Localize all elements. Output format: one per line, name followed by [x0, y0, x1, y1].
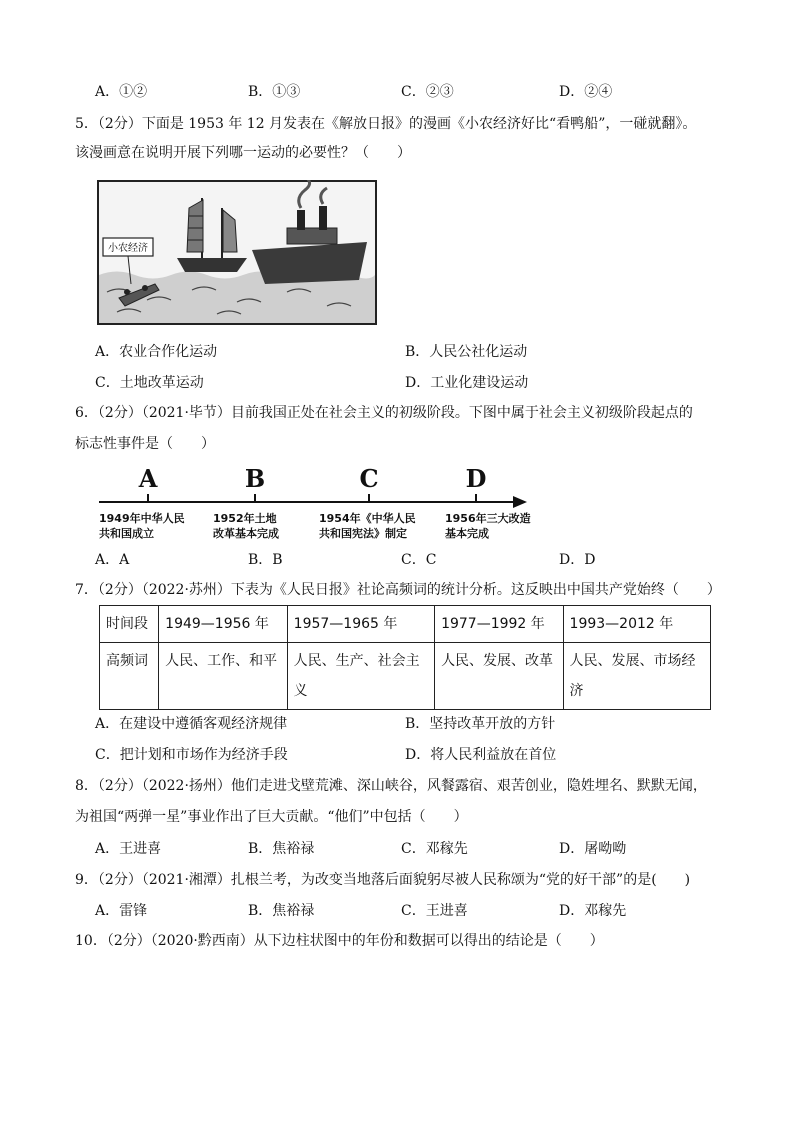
table-header-row — [100, 606, 711, 643]
q5-option-a[interactable]: A．农业合作化运动 — [95, 344, 218, 360]
q9-option-a[interactable]: A．雷锋 — [95, 903, 148, 919]
q5-option-b[interactable]: B．人民公社化运动 — [405, 344, 528, 360]
q8-option-a[interactable]: A．王进喜 — [95, 841, 162, 857]
timeline-letter-c: C — [359, 464, 379, 493]
cartoon-label: 小农经济 — [108, 243, 148, 254]
q7-option-a[interactable]: A．在建设中遵循客观经济规律 — [95, 716, 288, 732]
q8-option-b[interactable]: B．焦裕禄 — [248, 841, 315, 857]
timeline-letter-d: D — [465, 464, 487, 493]
q4-option-a[interactable]: A．①② — [95, 84, 148, 100]
table-cell: 1949—1956 年 — [159, 606, 287, 643]
q5-option-d[interactable]: D．工业化建设运动 — [405, 375, 529, 391]
q6-option-a[interactable]: A．A — [95, 552, 130, 568]
timeline-event-a-line2: 共和国成立 — [99, 527, 154, 540]
q9-stem-line1: 9．（2分）（2021·湘潭）扎根兰考，为改变当地落后面貌躬尽被人民称颂为“党的好干部”的是( ) — [75, 872, 691, 888]
q6-timeline-diagram — [95, 462, 535, 546]
q6-stem-line1: 6．（2分）（2021·毕节）目前我国正处在社会主义的初级阶段。下图中属于社会主义初级阶段起点的 — [75, 405, 693, 421]
q7-frequency-table — [99, 605, 711, 710]
q5-options-row2 — [95, 373, 735, 393]
table-cell: 高频词 — [100, 643, 159, 710]
q8-options — [95, 839, 735, 859]
q7-stem-line1: 7．（2分）（2022·苏州）下表为《人民日报》社论高频词的统计分析。这反映出中国共产党始终（ ） — [75, 582, 721, 598]
q7-option-b[interactable]: B．坚持改革开放的方针 — [405, 716, 556, 732]
timeline-event-d-line2: 基本完成 — [445, 527, 489, 540]
timeline-event-a-line1: 1949年中华人民 — [99, 512, 185, 525]
table-cell: 1993—2012 年 — [563, 606, 710, 643]
timeline-event-b-line1: 1952年土地 — [213, 512, 277, 525]
q8-option-c[interactable]: C．邓稼先 — [401, 841, 468, 857]
timeline-event-b-line2: 改革基本完成 — [213, 527, 279, 540]
table-cell: 人民、发展、改革 — [435, 643, 563, 710]
table-cell: 人民、发展、市场经济 — [563, 643, 710, 710]
q5-options-row1 — [95, 342, 735, 362]
q6-stem-line2: 标志性事件是（ ） — [75, 436, 215, 452]
timeline-event-c-line1: 1954年《中华人民 — [319, 512, 416, 525]
table-cell: 人民、生产、社会主义 — [287, 643, 434, 710]
q5-option-c[interactable]: C．土地改革运动 — [95, 375, 204, 391]
q6-option-b[interactable]: B．B — [248, 552, 283, 568]
q6-option-c[interactable]: C．C — [401, 552, 437, 568]
q7-options-row1 — [95, 714, 735, 734]
q5-stem-line1: 5．（2分）下面是 1953 年 12 月发表在《解放日报》的漫画《小农经济好比“看鸭船”，一碰就翻》。 — [75, 116, 697, 132]
table-cell: 1977—1992 年 — [435, 606, 563, 643]
q9-option-b[interactable]: B．焦裕禄 — [248, 903, 315, 919]
q6-options — [95, 550, 735, 570]
timeline-letter-a: A — [138, 464, 158, 493]
q4-option-d[interactable]: D．②④ — [559, 84, 613, 100]
q4-options — [95, 82, 735, 102]
timeline-letter-b: B — [244, 464, 266, 493]
q4-option-b[interactable]: B．①③ — [248, 84, 301, 100]
q6-option-d[interactable]: D．D — [559, 552, 596, 568]
q8-stem-line2: 为祖国“两弹一星”事业作出了巨大贡献。“他们”中包括（ ） — [75, 809, 468, 825]
q7-option-d[interactable]: D．将人民利益放在首位 — [405, 747, 557, 763]
q9-options — [95, 901, 735, 921]
q9-option-c[interactable]: C．王进喜 — [401, 903, 468, 919]
q5-cartoon-image — [97, 180, 377, 325]
q7-option-c[interactable]: C．把计划和市场作为经济手段 — [95, 747, 288, 763]
table-row — [100, 643, 711, 710]
q5-stem-line2: 该漫画意在说明开展下列哪一运动的必要性？（ ） — [75, 145, 411, 161]
timeline-event-d-line1: 1956年三大改造 — [445, 512, 531, 525]
q10-stem-line1: 10．（2分）（2020·黔西南）从下边柱状图中的年份和数据可以得出的结论是（ ） — [75, 933, 604, 949]
q8-option-d[interactable]: D．屠呦呦 — [559, 841, 627, 857]
table-cell: 人民、工作、和平 — [159, 643, 287, 710]
q9-option-d[interactable]: D．邓稼先 — [559, 903, 627, 919]
q8-stem-line1: 8．（2分）（2022·扬州）他们走进戈壁荒滩、深山峡谷，风餐露宿、艰苦创业，隐姓埋名、默默无闻， — [75, 778, 707, 794]
timeline-arrowhead — [513, 496, 527, 508]
table-cell: 1957—1965 年 — [287, 606, 434, 643]
table-cell: 时间段 — [100, 606, 159, 643]
q4-option-c[interactable]: C．②③ — [401, 84, 454, 100]
timeline-event-c-line2: 共和国宪法》制定 — [319, 527, 407, 540]
q7-options-row2 — [95, 745, 735, 765]
